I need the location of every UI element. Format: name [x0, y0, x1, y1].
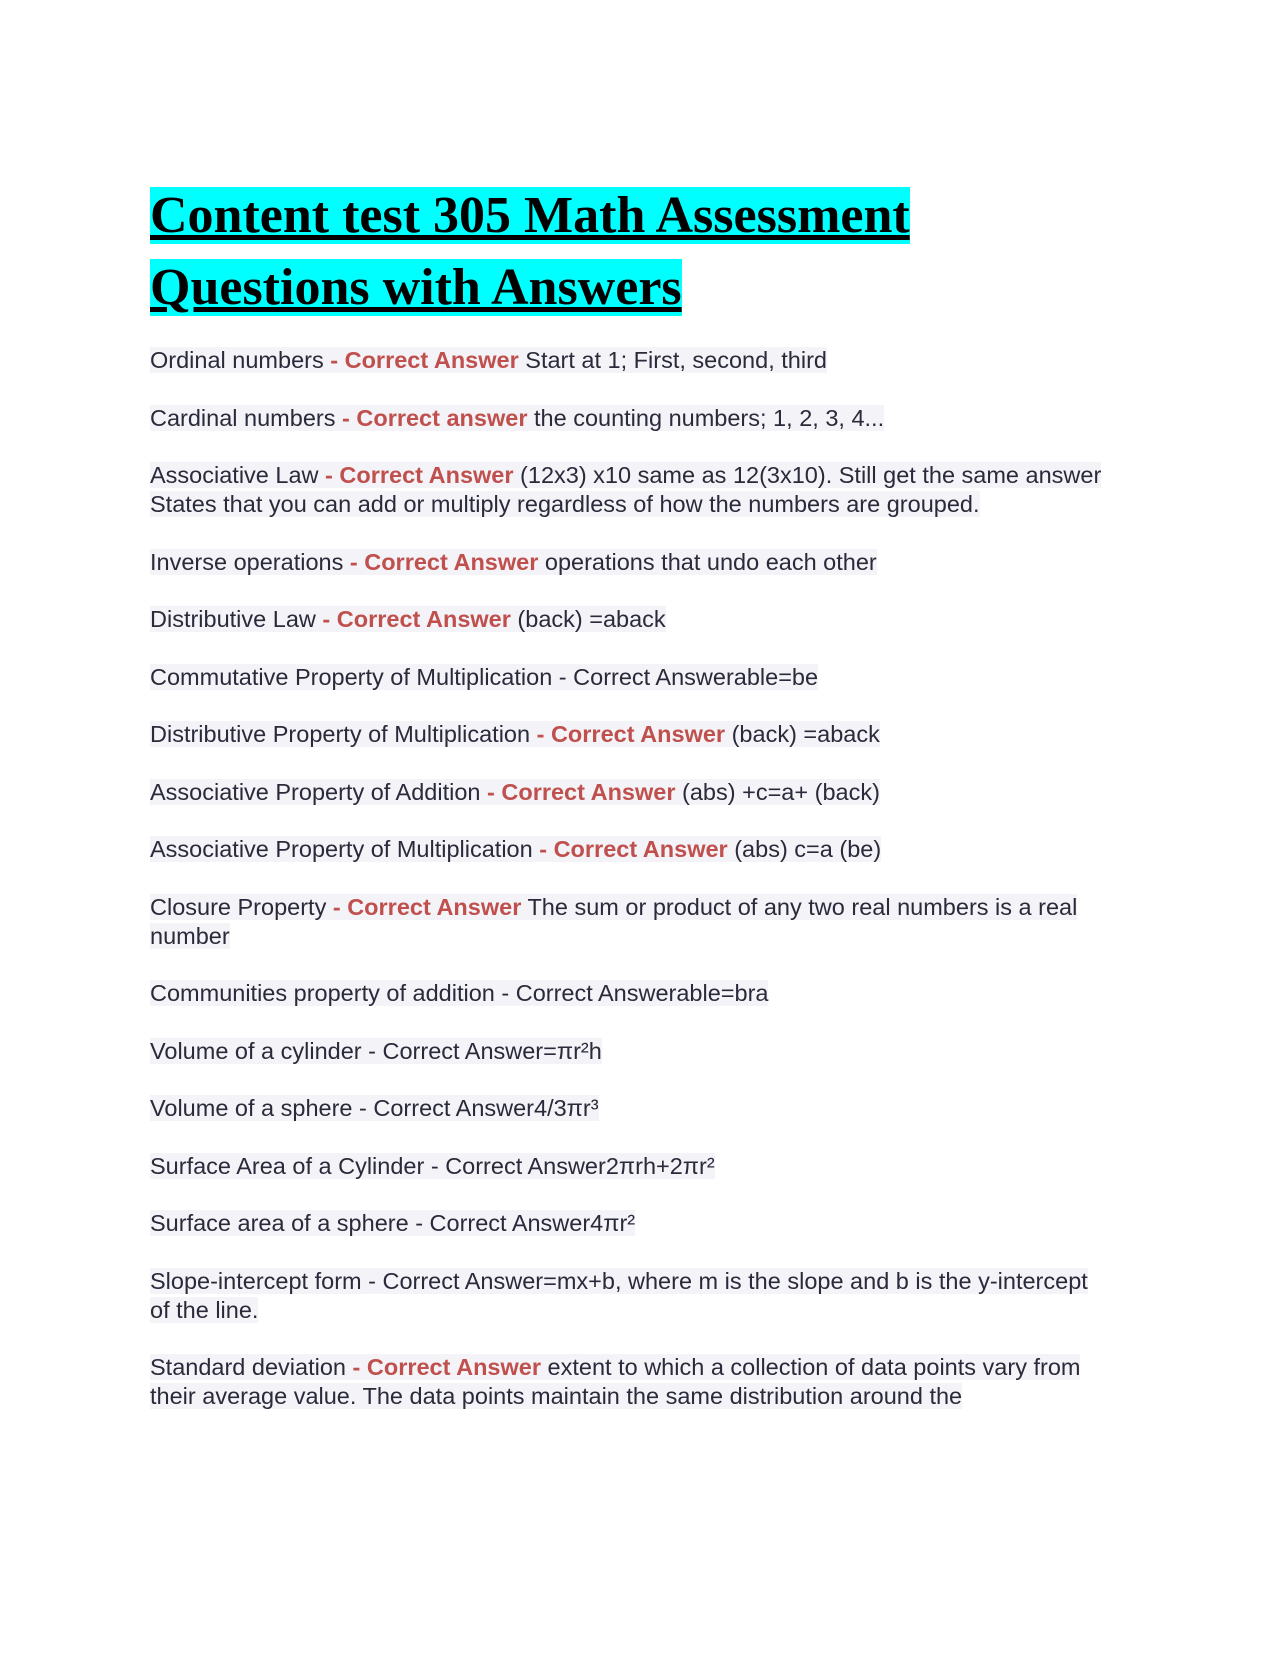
entry-answer-label: - Correct Answer	[349, 548, 539, 575]
entry-term: Cardinal numbers	[150, 404, 343, 431]
entry-term: Inverse operations	[150, 548, 350, 575]
entry-answer: extent to which a collection of data points vary from their average value. The data points maintain the same distribution around the	[150, 1354, 1081, 1409]
entry-answer: the counting numbers; 1, 2, 3, 4...	[527, 404, 885, 431]
qa-entry	[150, 404, 1110, 433]
entry-term: Commutative Property of Multiplication - Correct Answerable=be	[150, 663, 819, 690]
entry-answer-label: - Correct answer	[342, 404, 528, 431]
entry-answer: (12x3) x10 same as 12(3x10). Still get the same answer	[513, 462, 1102, 488]
entry-answer: Start at 1; First, second, third	[518, 347, 827, 373]
entry-extra: States that you can add or multiply regardless of how the numbers are grouped.	[150, 491, 980, 517]
entry-term: Standard deviation	[150, 1354, 353, 1380]
qa-entry	[150, 893, 1110, 951]
entry-answer: (abs) c=a (be)	[727, 836, 882, 862]
qa-entry	[150, 1037, 1110, 1066]
entry-term: Volume of a sphere - Correct Answer4/3πr³	[150, 1095, 599, 1121]
entry-answer: The sum or product of any two real numbers is a real number	[150, 893, 1078, 949]
entry-answer-label: - Correct Answer	[325, 462, 514, 488]
qa-list	[150, 346, 1110, 1411]
entry-answer-label: - Correct Answer	[536, 721, 726, 747]
entry-answer: (back) =aback	[725, 721, 880, 747]
qa-entry	[150, 979, 1110, 1008]
qa-entry	[150, 1353, 1110, 1411]
entry-term: Distributive Law	[150, 606, 323, 632]
entry-term: Slope-intercept form - Correct Answer=mx+b, where m is the slope and b is the y-intercept of the line.	[150, 1267, 1088, 1323]
qa-entry	[150, 835, 1110, 864]
qa-entry	[150, 605, 1110, 634]
entry-answer-label: - Correct Answer	[487, 778, 676, 805]
entry-answer-label: - Correct Answer	[332, 893, 522, 920]
qa-entry	[150, 1209, 1110, 1238]
qa-entry	[150, 346, 1110, 375]
entry-term: Communities property of addition - Correct Answerable=bra	[150, 980, 769, 1006]
entry-answer-label: - Correct Answer	[352, 1354, 541, 1380]
entry-answer-label: - Correct Answer	[539, 836, 728, 862]
qa-entry	[150, 1152, 1110, 1181]
document-title	[150, 180, 1110, 324]
entry-term: Surface area of a sphere - Correct Answer4πr²	[150, 1210, 636, 1236]
entry-answer-label: - Correct Answer	[330, 347, 519, 373]
entry-term: Associative Property of Multiplication	[150, 836, 540, 862]
entry-term: Distributive Property of Multiplication	[150, 721, 537, 747]
entry-term: Ordinal numbers	[150, 347, 331, 373]
qa-entry	[150, 548, 1110, 577]
entry-term: Associative Property of Addition	[150, 778, 488, 805]
entry-answer: (back) =aback	[510, 606, 666, 632]
entry-answer: operations that undo each other	[538, 548, 877, 575]
qa-entry	[150, 461, 1110, 519]
entry-answer-label: - Correct Answer	[322, 606, 511, 632]
title-line-2: Questions with Answers	[150, 259, 682, 316]
qa-entry	[150, 663, 1110, 692]
entry-answer: (abs) +c=a+ (back)	[675, 778, 880, 805]
entry-term: Surface Area of a Cylinder - Correct Answer2πrh+2πr²	[150, 1152, 715, 1179]
qa-entry	[150, 1267, 1110, 1325]
entry-term: Associative Law	[150, 462, 326, 488]
qa-entry	[150, 778, 1110, 807]
entry-term: Closure Property	[150, 893, 333, 920]
title-line-1: Content test 305 Math Assessment	[150, 187, 910, 244]
entry-term: Volume of a cylinder - Correct Answer=πr²h	[150, 1037, 602, 1064]
document-page	[150, 180, 1110, 1440]
qa-entry	[150, 1094, 1110, 1123]
qa-entry	[150, 720, 1110, 749]
